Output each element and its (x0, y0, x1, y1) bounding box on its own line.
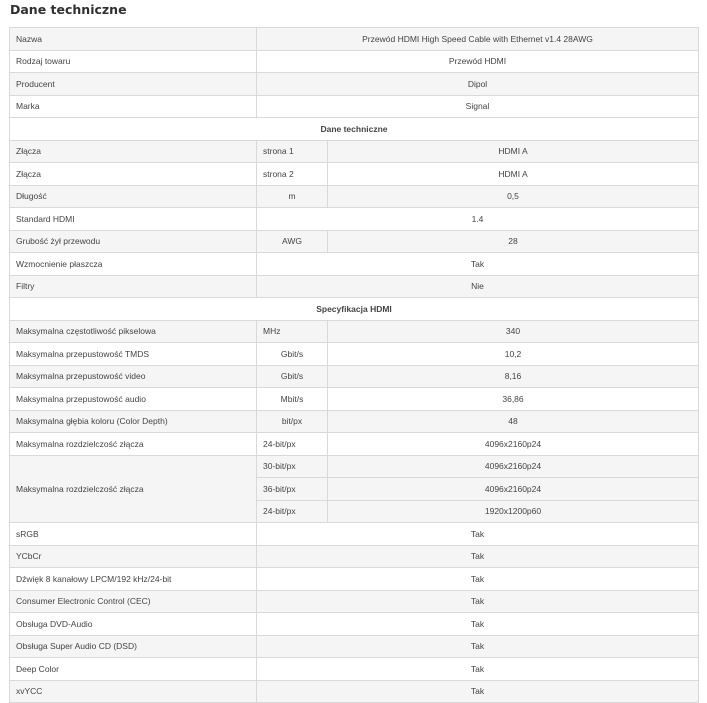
section-title: Dane techniczne (10, 118, 699, 141)
row-label: Maksymalna przepustowość video (10, 365, 257, 388)
row-unit: Gbit/s (257, 365, 328, 388)
row-value: 4096x2160p24 (328, 433, 699, 456)
row-unit: m (257, 185, 328, 208)
row-value: 340 (328, 320, 699, 343)
row-value: Tak (257, 568, 699, 591)
row-value: Tak (257, 613, 699, 636)
row-value: 4096x2160p24 (328, 455, 699, 478)
row-label: Obsługa Super Audio CD (DSD) (10, 635, 257, 658)
section-heading: Dane techniczne (10, 2, 127, 17)
row-label: Filtry (10, 275, 257, 298)
table-row (10, 410, 699, 433)
row-label: Standard HDMI (10, 208, 257, 231)
row-value: Nie (257, 275, 699, 298)
row-value: 36,86 (328, 388, 699, 411)
table-row (10, 73, 699, 96)
table-row (10, 50, 699, 73)
row-value: 4096x2160p24 (328, 478, 699, 501)
row-label: Wzmocnienie płaszcza (10, 253, 257, 276)
table-row (10, 568, 699, 591)
row-unit: 24-bit/px (257, 433, 328, 456)
table-row (10, 163, 699, 186)
row-value: HDMI A (328, 163, 699, 186)
row-label: Grubość żył przewodu (10, 230, 257, 253)
row-value: Tak (257, 635, 699, 658)
table-row (10, 343, 699, 366)
row-value: Tak (257, 253, 699, 276)
row-value: 10,2 (328, 343, 699, 366)
row-label: Złącza (10, 140, 257, 163)
table-row (10, 433, 699, 456)
row-value: 8,16 (328, 365, 699, 388)
row-unit: Mbit/s (257, 388, 328, 411)
table-row (10, 320, 699, 343)
table-row (10, 275, 699, 298)
row-value: Tak (257, 523, 699, 546)
row-label: Rodzaj towaru (10, 50, 257, 73)
row-unit: 36-bit/px (257, 478, 328, 501)
table-row (10, 388, 699, 411)
row-value: HDMI A (328, 140, 699, 163)
table-row (10, 253, 699, 276)
spec-table (9, 27, 699, 703)
row-unit: MHz (257, 320, 328, 343)
row-label: sRGB (10, 523, 257, 546)
table-row (10, 140, 699, 163)
section-header-row (10, 118, 699, 141)
section-header-row (10, 298, 699, 321)
row-label: Maksymalna przepustowość TMDS (10, 343, 257, 366)
row-label: Deep Color (10, 658, 257, 681)
row-value: Tak (257, 545, 699, 568)
row-unit: 24-bit/px (257, 500, 328, 523)
row-value: Tak (257, 590, 699, 613)
row-label: Obsługa DVD-Audio (10, 613, 257, 636)
table-row (10, 545, 699, 568)
row-unit: strona 2 (257, 163, 328, 186)
table-row (10, 230, 699, 253)
row-label: Producent (10, 73, 257, 96)
row-label: Marka (10, 95, 257, 118)
row-label: Maksymalna głębia koloru (Color Depth) (10, 410, 257, 433)
row-value: 48 (328, 410, 699, 433)
row-value: 28 (328, 230, 699, 253)
row-label: Nazwa (10, 28, 257, 51)
table-row (10, 635, 699, 658)
row-unit: bit/px (257, 410, 328, 433)
row-label: Długość (10, 185, 257, 208)
table-row (10, 658, 699, 681)
table-row (10, 95, 699, 118)
row-label: Consumer Electronic Control (CEC) (10, 590, 257, 613)
section-title: Specyfikacja HDMI (10, 298, 699, 321)
row-value: 0,5 (328, 185, 699, 208)
table-row (10, 185, 699, 208)
row-label: Złącza (10, 163, 257, 186)
table-row (10, 208, 699, 231)
row-label: xvYCC (10, 680, 257, 703)
row-unit: 30-bit/px (257, 455, 328, 478)
row-label: Maksymalna przepustowość audio (10, 388, 257, 411)
row-label: Dźwięk 8 kanałowy LPCM/192 kHz/24-bit (10, 568, 257, 591)
table-row (10, 590, 699, 613)
table-row (10, 613, 699, 636)
row-value: Przewód HDMI (257, 50, 699, 73)
row-value: Tak (257, 680, 699, 703)
row-value: Signal (257, 95, 699, 118)
row-unit: Gbit/s (257, 343, 328, 366)
row-unit: strona 1 (257, 140, 328, 163)
table-row (10, 455, 699, 478)
row-value: Przewód HDMI High Speed Cable with Ethernet v1.4 28AWG (257, 28, 699, 51)
row-unit: AWG (257, 230, 328, 253)
table-row (10, 680, 699, 703)
row-value: Dipol (257, 73, 699, 96)
row-value: 1920x1200p60 (328, 500, 699, 523)
row-label: Maksymalna rozdzielczość złącza (10, 433, 257, 456)
row-label: YCbCr (10, 545, 257, 568)
table-row (10, 523, 699, 546)
table-row (10, 28, 699, 51)
row-label: Maksymalna częstotliwość pikselowa (10, 320, 257, 343)
row-value: 1.4 (257, 208, 699, 231)
table-row (10, 365, 699, 388)
row-value: Tak (257, 658, 699, 681)
row-label: Maksymalna rozdzielczość złącza (10, 455, 257, 523)
